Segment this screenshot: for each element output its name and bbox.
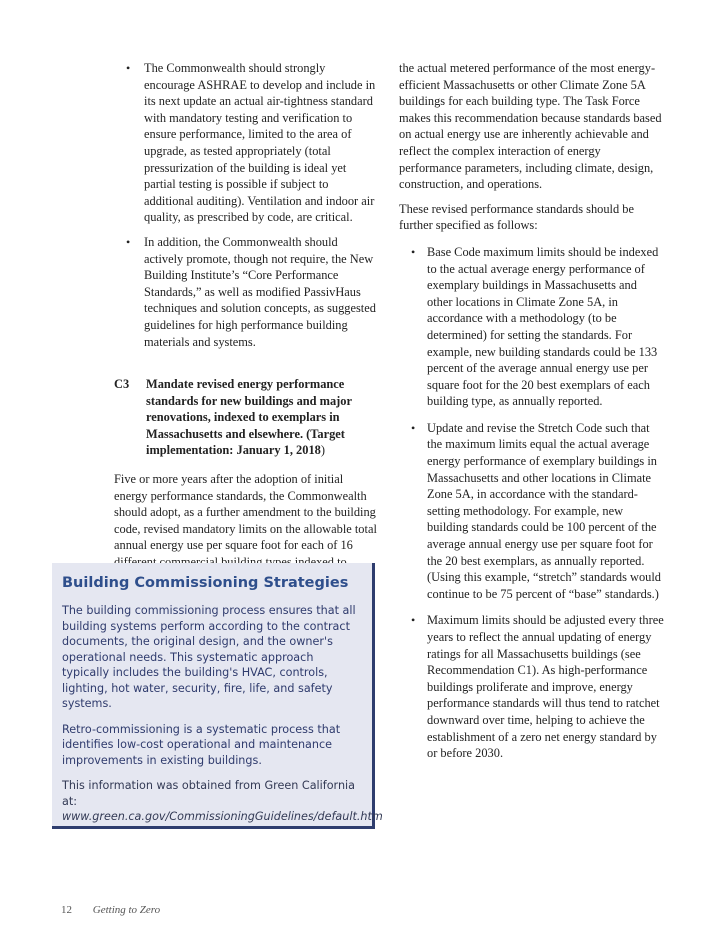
body-paragraph: the actual metered performance of the most energy-efficient Massachusetts or other Climate Zone 5A buildings for each building type. The Task Force makes this recommendation because standards based on actual energy use are inherently achievable and reflect the complex interaction of energy performance parameters, including climate, design, construction, and operations. xyxy=(399,61,662,192)
list-item-text: Update and revise the Stretch Code such that the maximum limits equal the actual average energy performance of exemplary buildings in Massachusetts and other locations in Climate Zone 5A, in accordance with the standard-setting methodology. For example, new building standards could be 100 percent of the average annual energy use per square foot for the 20 best exemplars, as annually reported. (Using this example, “stretch” standards would continue to be 75 percent of “base” standards.) xyxy=(427,420,661,601)
recommendation-title-close: ) xyxy=(320,443,325,458)
list-item-text: The Commonwealth should strongly encourage ASHRAE to develop and include in its next update an actual air-tightness standard with mandatory testing and verification to ensure performance, limited to the area of upgrade, as tested appropriately (total pressurization of the building is ideal yet partial testing is possible if subject to additional auditing). Ventilation and indoor air quality, as prescribed by code, are critical. xyxy=(144,61,376,225)
bullet-icon: • xyxy=(411,244,416,259)
bullet-icon: • xyxy=(126,234,131,249)
sidebar-source-link[interactable]: www.green.ca.gov/CommissioningGuidelines/default.htm xyxy=(62,810,383,823)
list-item xyxy=(399,612,665,761)
recommendation-number: C3 xyxy=(114,377,130,392)
list-item-text: Base Code maximum limits should be indexed to the actual average energy performance of exemplary buildings in Massachusetts and other locations in Climate Zone 5A, in accordance with a methodology (to be determined) for setting the standards. For example, new building standards could be 133 percent of the average annual energy use per square foot for the 20 best exemplars of each building type, as annually reported. xyxy=(427,244,659,409)
left-bullet-list xyxy=(114,60,378,350)
recommendation-title: Mandate revised energy performance standards for new buildings and major renovations, indexed to exemplars in Massachusetts and elsewhere. (Target implementation: January 1, 2018 xyxy=(146,377,352,458)
sidebar-paragraph: The building commissioning process ensures that all building systems perform according to the contract documents, the original design, and the owner's operational needs. This systematic approach typically includes the building's HVAC, controls, lighting, hot water, security, fire, life, and safety systems. xyxy=(62,604,356,710)
document-title: Getting to Zero xyxy=(92,904,161,916)
recommendation-c3 xyxy=(114,376,378,459)
list-item xyxy=(399,244,665,410)
sidebar-title: Building Commissioning Strategies xyxy=(62,575,349,591)
list-item xyxy=(114,234,378,350)
list-item-text: Maximum limits should be adjusted every three years to reflect the annual updating of energy ratings for all Massachusetts buildings (see Recommendation C1). As high-performance buildings proliferate and improve, energy performance standards will thus tend to ratchet downward over time, helping to achieve the establishment of a zero net energy standard by or before 2030. xyxy=(427,613,664,761)
bullet-icon: • xyxy=(411,613,416,628)
list-item-text: In addition, the Commonwealth should actively promote, though not require, the New Building Institute’s “Core Performance Standards,” as well as modified PassivHaus techniques and solution concepts, as suggested guidelines for high performance building materials and systems. xyxy=(144,234,376,349)
body-paragraph: These revised performance standards should be further specified as follows: xyxy=(399,201,634,233)
bullet-icon: • xyxy=(411,420,416,435)
sidebar-paragraph: Retro-commissioning is a systematic process that identifies low-cost operational and maintenance improvements in existing buildings. xyxy=(62,722,341,767)
list-item xyxy=(399,420,665,603)
left-column xyxy=(114,60,378,571)
body-paragraph: Five or more years after the adoption of initial energy performance standards, the Commonwealth should adopt, as a further amendment to the building code, revised mandatory limits on the allowable total annual energy use per square foot for each of 16 xyxy=(114,472,377,553)
page-number: 12 xyxy=(61,904,72,916)
sidebar-source-text: This information was obtained from Green California at: xyxy=(62,779,356,808)
right-column xyxy=(399,60,665,762)
page-footer xyxy=(61,904,160,916)
right-bullet-list xyxy=(399,244,665,762)
commissioning-sidebar xyxy=(52,563,383,829)
list-item xyxy=(114,60,378,226)
bullet-icon: • xyxy=(126,61,131,75)
sidebar-source xyxy=(62,778,383,825)
